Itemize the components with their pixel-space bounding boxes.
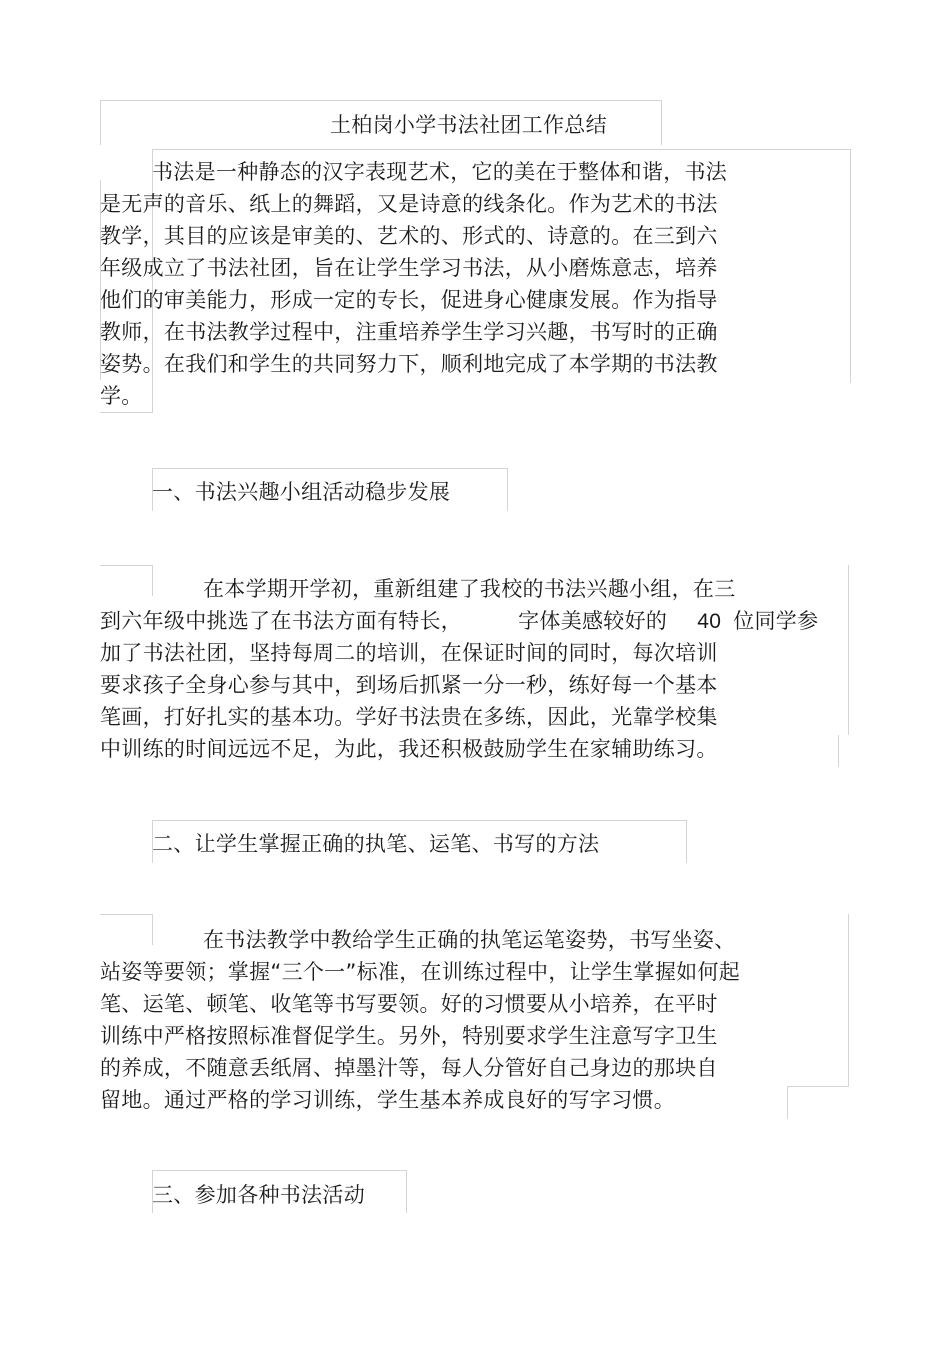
section1-line xyxy=(100,605,818,637)
section2-line: 的养成，不随意丢纸屑、掉墨汁等，每人分管好自己身边的那块自 xyxy=(100,1056,718,1080)
intro-line: 姿势。在我们和学生的共同努力下，顺利地完成了本学期的书法教 xyxy=(100,352,718,376)
section2-line: 笔、运笔、顿笔、收笔等书写要领。好的习惯要从小培养，在平时 xyxy=(100,992,718,1016)
section2-line: 站姿等要领；掌握“三个一”标准，在训练过程中，让学生掌握如何起 xyxy=(100,960,741,984)
section1-line: 加了书法社团，坚持每周二的培训，在保证时间的同时，每次培训 xyxy=(100,641,718,665)
section1-line: 中训练的时间远远不足，为此，我还积极鼓励学生在家辅助练习。 xyxy=(100,737,718,761)
section1-text: 字体美感较好的 xyxy=(518,609,668,633)
section-heading-3: 三、参加各种书法活动 xyxy=(152,1183,365,1207)
section1-line: 笔画，打好扎实的基本功。学好书法贵在多练，因此，光靠学校集 xyxy=(100,705,718,729)
section-heading-1: 一、书法兴趣小组活动稳步发展 xyxy=(152,480,451,504)
section-heading-2: 二、让学生掌握正确的执笔、运笔、书写的方法 xyxy=(152,832,600,856)
section2-frame-right xyxy=(848,914,849,1086)
section1-line: 在本学期开学初，重新组建了我校的书法兴趣小组，在三 xyxy=(203,577,736,601)
section1-frame xyxy=(100,565,153,596)
intro-line: 学。 xyxy=(100,384,143,408)
section1-text: 位同学参 xyxy=(733,609,819,633)
section1-frame-right xyxy=(848,565,849,735)
section1-line: 要求孩子全身心参与其中，到场后抓紧一分一秒，练好每一个基本 xyxy=(100,673,718,697)
intro-line: 他们的审美能力，形成一定的专长，促进身心健康发展。作为指导 xyxy=(100,288,718,312)
intro-line: 教师，在书法教学过程中，注重培养学生学习兴趣，书写时的正确 xyxy=(100,320,718,344)
section2-frame xyxy=(100,914,153,945)
intro-line: 是无声的音乐、纸上的舞蹈，又是诗意的线条化。作为艺术的书法 xyxy=(100,192,718,216)
section2-frame-bottom xyxy=(787,1086,849,1119)
intro-line: 书法是一种静态的汉字表现艺术，它的美在于整体和谐，书法 xyxy=(152,160,728,184)
student-count: 40 xyxy=(697,610,722,633)
section2-line: 留地。通过严格的学习训练，学生基本养成良好的写字习惯。 xyxy=(100,1088,676,1112)
section1-text: 到六年级中挑选了在书法方面有特长， xyxy=(100,609,463,633)
intro-line: 教学，其目的应该是审美的、艺术的、形式的、诗意的。在三到六 xyxy=(100,224,718,248)
section2-line: 在书法教学中教给学生正确的执笔运笔姿势，书写坐姿、 xyxy=(203,928,736,952)
section2-line: 训练中严格按照标准督促学生。另外，特别要求学生注意写字卫生 xyxy=(100,1024,718,1048)
page-title: 土柏岗小学书法社团工作总结 xyxy=(330,113,607,137)
intro-line: 年级成立了书法社团，旨在让学生学习书法，从小磨炼意志，培养 xyxy=(100,256,718,280)
section1-frame-bottom xyxy=(838,735,839,767)
